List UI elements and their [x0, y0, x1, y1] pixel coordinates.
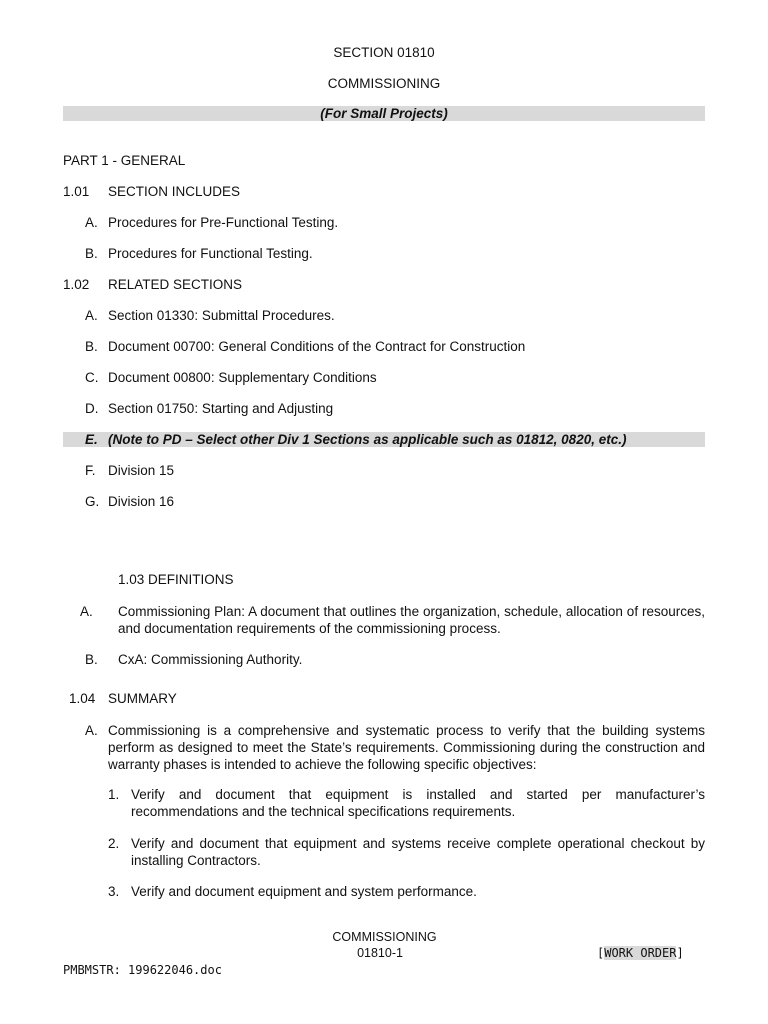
list-item-letter: B. — [85, 339, 98, 354]
objective-text: Verify and document that equipment and systems receive complete operational checkout by installing Contractors. — [131, 836, 705, 868]
article-title: RELATED SECTIONS — [108, 277, 243, 292]
list-item-text: Section 01750: Starting and Adjusting — [108, 401, 334, 416]
article-title: SECTION INCLUDES — [108, 184, 241, 199]
footer-filename: PMBMSTR: 199622046.doc — [63, 963, 222, 977]
work-order-bracket: ] — [676, 946, 684, 960]
list-item-letter: A. — [85, 215, 98, 230]
list-item-text: Procedures for Pre-Functional Testing. — [108, 215, 339, 230]
list-item-letter: C. — [85, 370, 99, 385]
list-item-letter: D. — [85, 401, 99, 416]
list-item-letter: B. — [85, 652, 98, 667]
article-number: 1.01 — [63, 184, 90, 199]
list-item-text: Division 16 — [108, 494, 175, 509]
section-number: SECTION 01810 — [333, 45, 435, 60]
part-title: PART 1 - GENERAL — [63, 153, 186, 168]
list-item-text: Document 00700: General Conditions of the Contract for Construction — [108, 339, 526, 354]
work-order-label: WORK ORDER — [604, 946, 677, 960]
list-item-text: Document 00800: Supplementary Conditions — [108, 370, 377, 385]
summary-text: Commissioning is a comprehensive and systematic process to verify that the building systems perform as designed to meet the State’s requirements. Commissioning during the construction and warranty phases is intended to achieve the following specific objectives: — [108, 723, 705, 772]
article-number: 1.02 — [63, 277, 90, 292]
work-order-tag — [597, 945, 684, 962]
list-item-text: Procedures for Functional Testing. — [108, 246, 313, 261]
article-number: 1.04 — [69, 691, 96, 706]
footer-page-number: 01810-1 — [357, 946, 403, 960]
article-title: SUMMARY — [108, 691, 177, 706]
list-item-text: Division 15 — [108, 463, 175, 478]
list-item-text: Section 01330: Submittal Procedures. — [108, 308, 335, 323]
list-item-letter: E. — [85, 432, 98, 447]
list-item-letter: F. — [85, 463, 96, 478]
article-heading: 1.03 DEFINITIONS — [118, 572, 234, 587]
list-item-letter: A. — [85, 723, 98, 738]
list-item-letter: B. — [85, 246, 98, 261]
footer-title: COMMISSIONING — [332, 930, 437, 944]
objective-number: 2. — [108, 836, 120, 851]
list-item-letter: A. — [80, 604, 93, 619]
editor-note: (Note to PD – Select other Div 1 Sections as applicable such as 01812, 0820, etc.) — [108, 432, 627, 447]
list-item-letter: G. — [85, 494, 100, 509]
objective-number: 3. — [108, 884, 120, 899]
section-title: COMMISSIONING — [327, 76, 441, 91]
objective-number: 1. — [108, 787, 120, 802]
work-order-bracket: [ — [597, 946, 605, 960]
objective-text: Verify and document that equipment is installed and started per manufacturer’s recommendations and the technical specifications requirements. — [131, 787, 705, 819]
definition-text: Commissioning Plan: A document that outlines the organization, schedule, allocation of resources, and documentation requirements of the commissioning process. — [118, 604, 705, 636]
objective-text: Verify and document equipment and system performance. — [131, 884, 477, 899]
definition-text: CxA: Commissioning Authority. — [118, 652, 303, 667]
section-subtitle: (For Small Projects) — [320, 106, 448, 121]
list-item-letter: A. — [85, 308, 98, 323]
